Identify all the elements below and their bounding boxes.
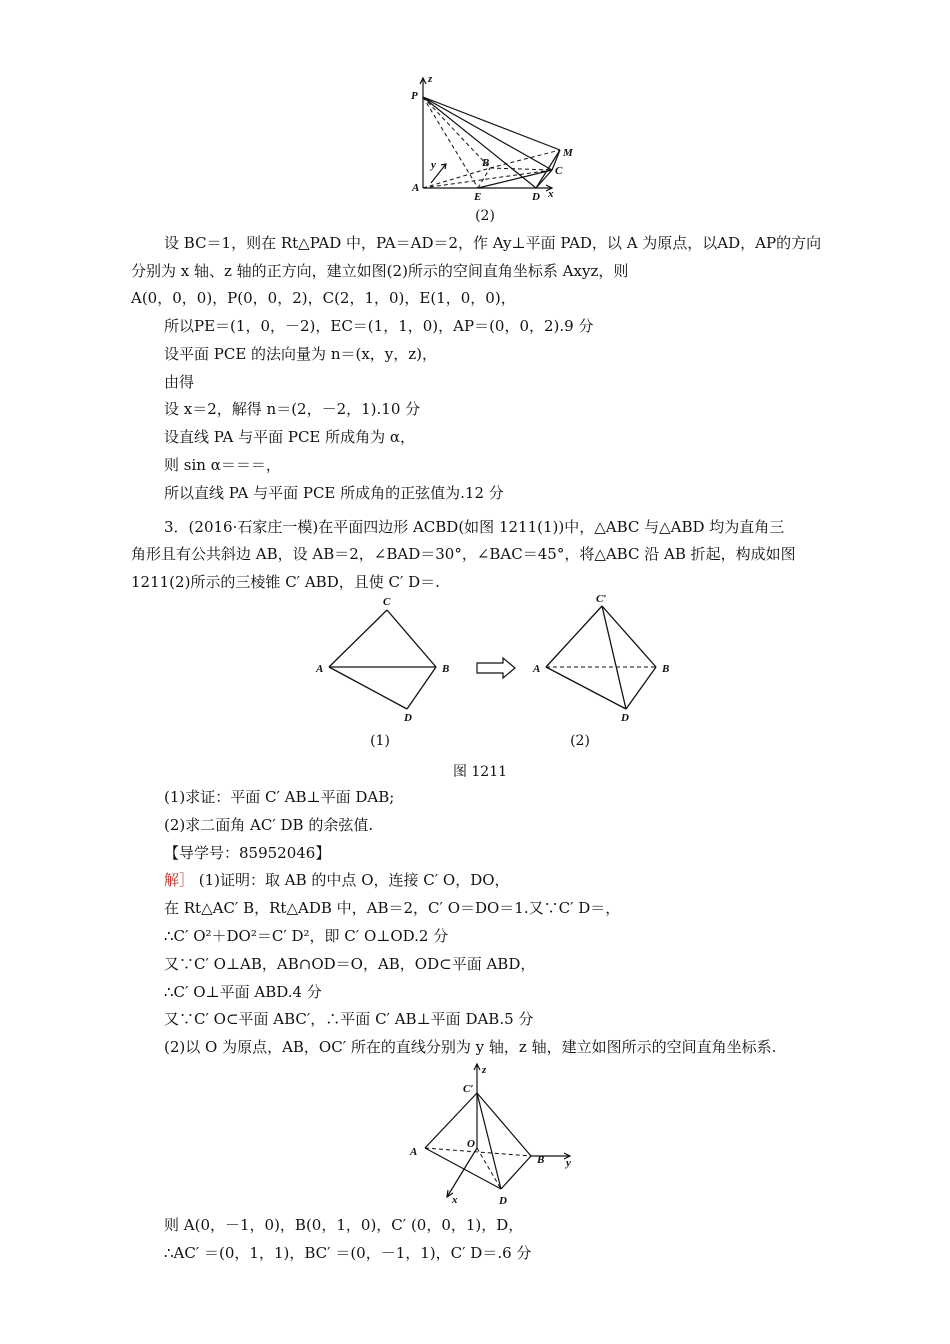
fig2-right-label-D: D	[621, 712, 629, 724]
text-line: 设平面 PCE 的法向量为 n＝(x，y，z)，	[164, 345, 438, 363]
fig3-label-x: x	[452, 1194, 458, 1206]
text-line: 设 x＝2，解得 n＝(2，－2，1).10 分	[164, 400, 421, 418]
solution-mark: 解］	[164, 871, 195, 889]
fig3-label-z: z	[482, 1064, 487, 1076]
fig3-label-D: D	[499, 1195, 507, 1207]
text-line: 在 Rt△AC′ B，Rt△ADB 中，AB＝2，C′ O＝DO＝1.又∵C′ D＝，	[164, 899, 621, 917]
text-line: ∴C′ O²＋DO²＝C′ D²，即 C′ O⊥OD.2 分	[164, 927, 449, 945]
text-line: ∴C′ O⊥平面 ABD.4 分	[164, 983, 322, 1001]
text-line: 设直线 PA 与平面 PCE 所成角为 α，	[164, 428, 416, 446]
fig2-right-label-A: A	[533, 663, 541, 675]
question-line: (2)求二面角 AC′ DB 的余弦值.	[164, 816, 374, 834]
text-line: ∴AC′ ＝(0，1，1)，BC′ ＝(0，－1，1)，C′ D＝.6 分	[164, 1244, 532, 1262]
text-line: 所以PE＝(1，0，－2)，EC＝(1，1，0)，AP＝(0，0，2).9 分	[164, 317, 594, 335]
text-line: (2)以 O 为原点，AB，OC′ 所在的直线分别为 y 轴，z 轴，建立如图所示的空间直角坐标系.	[164, 1038, 777, 1056]
fig1-label-x: x	[548, 188, 554, 200]
text-line: 由得	[164, 373, 195, 391]
fig2-caption-right: (2)	[570, 733, 590, 749]
problem-statement-line: 角形且有公共斜边 AB，设 AB＝2，∠BAD＝30°，∠BAC＝45°，将△ABC 沿 AB 折起，构成如图	[131, 545, 796, 563]
fig2-left-label-D: D	[404, 712, 412, 724]
text-line: 则 A(0，－1，0)，B(0，1，0)，C′ (0，0，1)，D，	[164, 1216, 524, 1234]
fig2-caption-left: (1)	[370, 733, 390, 749]
fig2-right-label-B: B	[662, 663, 670, 675]
fig1-label-A: A	[412, 182, 420, 194]
text-line: 则 sin α＝＝＝，	[164, 456, 281, 474]
problem-statement-line: 1211(2)所示的三棱锥 C′ ABD，且使 C′ D＝.	[131, 573, 440, 591]
text-line: 又∵C′ O⊂平面 ABC′，∴平面 C′ AB⊥平面 DAB.5 分	[164, 1010, 534, 1028]
fig1-label-E: E	[474, 191, 482, 203]
fig3-label-O: O	[467, 1138, 475, 1150]
fig2-left-label-B: B	[442, 663, 450, 675]
fig1-label-D: D	[532, 191, 540, 203]
solution-first-text: (1)证明：取 AB 的中点 O，连接 C′ O，DO，	[194, 871, 510, 889]
text-line: 分别为 x 轴、z 轴的正方向，建立如图(2)所示的空间直角坐标系 Axyz，则	[131, 262, 629, 280]
guide-number: 【导学号：85952046】	[164, 844, 331, 862]
fig1-label-M: M	[563, 147, 573, 159]
fig3-label-A: A	[410, 1146, 418, 1158]
fig2-right-label-C: C′	[596, 593, 607, 605]
text-line: A(0，0，0)，P(0，0，2)，C(2，1，0)，E(1，0，0)，	[131, 289, 516, 307]
text-line: 所以直线 PA 与平面 PCE 所成角的正弦值为.12 分	[164, 484, 504, 502]
fig3-label-y: y	[566, 1157, 571, 1169]
fig2-left-label-A: A	[316, 663, 324, 675]
fig1-label-C: C	[555, 165, 563, 177]
fig3-label-C: C′	[463, 1083, 474, 1095]
fig3-label-B: B	[537, 1154, 545, 1166]
fig2-left-label-C: C	[383, 596, 391, 608]
problem-statement-line: 3．(2016·石家庄一模)在平面四边形 ACBD(如图 1211(1))中，△ABC 与△ABD 均为直角三	[164, 518, 785, 536]
fig2-title: 图 1211	[452, 764, 508, 780]
fig1-label-B: B	[482, 157, 490, 169]
question-line: (1)求证：平面 C′ AB⊥平面 DAB;	[164, 788, 395, 806]
fig1-label-P: P	[411, 90, 418, 102]
fig1-label-z: z	[428, 73, 433, 85]
fig1-label-y: y	[431, 159, 436, 171]
text-line: 设 BC＝1，则在 Rt△PAD 中，PA＝AD＝2，作 Ay⊥平面 PAD，以 A 为原点，以AD，AP的方向	[164, 234, 822, 252]
fig1-caption: (2)	[475, 208, 495, 224]
text-line: 又∵C′ O⊥AB，AB∩OD＝O，AB，OD⊂平面 ABD，	[164, 955, 536, 973]
